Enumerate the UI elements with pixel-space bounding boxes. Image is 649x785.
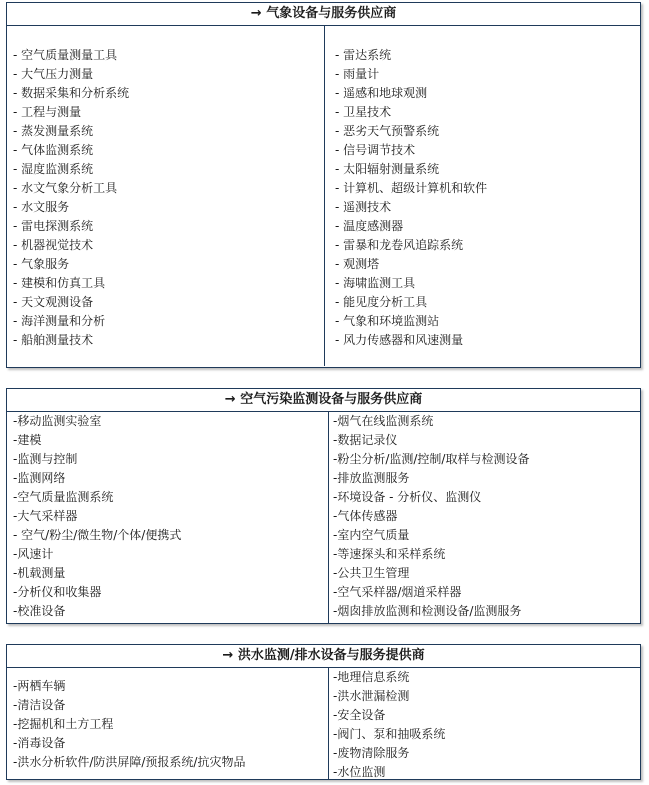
air-pollution-suppliers-panel: [6, 388, 641, 624]
list-item: - 工程与测量: [13, 105, 82, 119]
meteorology-suppliers-panel: [6, 2, 641, 368]
list-item: - 观测塔: [335, 257, 380, 271]
list-item: -水位监测: [333, 765, 386, 779]
list-item: - 空气质量测量工具: [13, 48, 118, 62]
list-item: - 遥测技术: [335, 200, 392, 214]
list-item: - 风力传感器和风速测量: [335, 333, 464, 347]
list-item: -环境设备 - 分析仪、监测仪: [333, 490, 482, 504]
list-item: - 建模和仿真工具: [13, 276, 106, 290]
list-item: -空气采样器/烟道采样器: [333, 585, 462, 599]
list-item: - 信号调节技术: [335, 143, 416, 157]
list-item: -地理信息系统: [333, 670, 410, 684]
panel-title: → 洪水监测/排水设备与服务提供商: [7, 645, 640, 668]
list-item: -机载测量: [13, 566, 66, 580]
list-item: -排放监测服务: [333, 471, 410, 485]
list-item: - 气象和环境监测站: [335, 314, 440, 328]
list-item: - 船舶测量技术: [13, 333, 94, 347]
list-item: -安全设备: [333, 708, 386, 722]
list-item: - 蒸发测量系统: [13, 124, 94, 138]
list-item: -烟气在线监测系统: [333, 414, 434, 428]
list-item: - 数据采集和分析系统: [13, 86, 130, 100]
list-item: - 湿度监测系统: [13, 162, 94, 176]
list-item: - 恶劣天气预警系统: [335, 124, 440, 138]
list-item: -粉尘分析/监测/控制/取样与检测设备: [333, 452, 530, 466]
list-item: -移动监测实验室: [13, 414, 102, 428]
list-item: -阀门、泵和抽吸系统: [333, 727, 446, 741]
list-item: -清洁设备: [13, 698, 66, 712]
list-item: -挖掘机和土方工程: [13, 717, 114, 731]
list-item: - 海洋测量和分析: [13, 314, 106, 328]
left-column: [7, 412, 329, 624]
right-column: [329, 668, 640, 780]
list-item: -气体传感器: [333, 509, 398, 523]
list-item: - 气象服务: [13, 257, 70, 271]
list-item: -洪水泄漏检测: [333, 689, 410, 703]
list-item: -建模: [13, 433, 42, 447]
left-column: [7, 26, 325, 366]
list-item: -风速计: [13, 547, 54, 561]
panel-columns: [7, 668, 640, 780]
list-item: - 空气/粉尘/微生物/个体/便携式: [13, 528, 182, 542]
list-item: -废物清除服务: [333, 746, 410, 760]
list-item: - 雷电探测系统: [13, 219, 94, 233]
list-item: - 遥感和地球观测: [335, 86, 428, 100]
list-item: - 气体监测系统: [13, 143, 94, 157]
list-item: -室内空气质量: [333, 528, 410, 542]
list-item: -监测网络: [13, 471, 66, 485]
list-item: - 雷暴和龙卷风追踪系统: [335, 238, 464, 252]
list-item: - 温度感测器: [335, 219, 404, 233]
list-item: - 能见度分析工具: [335, 295, 428, 309]
list-item: - 水文气象分析工具: [13, 181, 118, 195]
panel-title: → 空气污染监测设备与服务供应商: [7, 389, 640, 412]
list-item: - 卫星技术: [335, 105, 392, 119]
list-item: - 水文服务: [13, 200, 70, 214]
list-item: - 天文观测设备: [13, 295, 94, 309]
left-column: [7, 668, 329, 780]
list-item: -大气采样器: [13, 509, 78, 523]
list-item: -监测与控制: [13, 452, 78, 466]
right-column: [329, 412, 640, 624]
list-item: -空气质量监测系统: [13, 490, 114, 504]
right-column: [325, 26, 640, 366]
list-item: - 雨量计: [335, 67, 380, 81]
list-item: - 海啸监测工具: [335, 276, 416, 290]
panel-title: → 气象设备与服务供应商: [7, 3, 640, 26]
list-item: - 计算机、超级计算机和软件: [335, 181, 488, 195]
list-item: -消毒设备: [13, 736, 66, 750]
list-item: -等速探头和采样系统: [333, 547, 446, 561]
list-item: -烟囱排放监测和检测设备/监测服务: [333, 604, 522, 618]
panel-columns: [7, 412, 640, 624]
panel-columns: [7, 26, 640, 366]
flood-drainage-suppliers-panel: [6, 644, 641, 780]
list-item: -洪水分析软件/防洪屏障/预报系统/抗灾物品: [13, 755, 246, 769]
list-item: - 雷达系统: [335, 48, 392, 62]
list-item: -两栖车辆: [13, 679, 66, 693]
list-item: -数据记录仪: [333, 433, 398, 447]
list-item: -分析仪和收集器: [13, 585, 102, 599]
list-item: -公共卫生管理: [333, 566, 410, 580]
list-item: - 太阳辐射测量系统: [335, 162, 440, 176]
list-item: - 机器视觉技术: [13, 238, 94, 252]
list-item: -校准设备: [13, 604, 66, 618]
list-item: - 大气压力测量: [13, 67, 94, 81]
